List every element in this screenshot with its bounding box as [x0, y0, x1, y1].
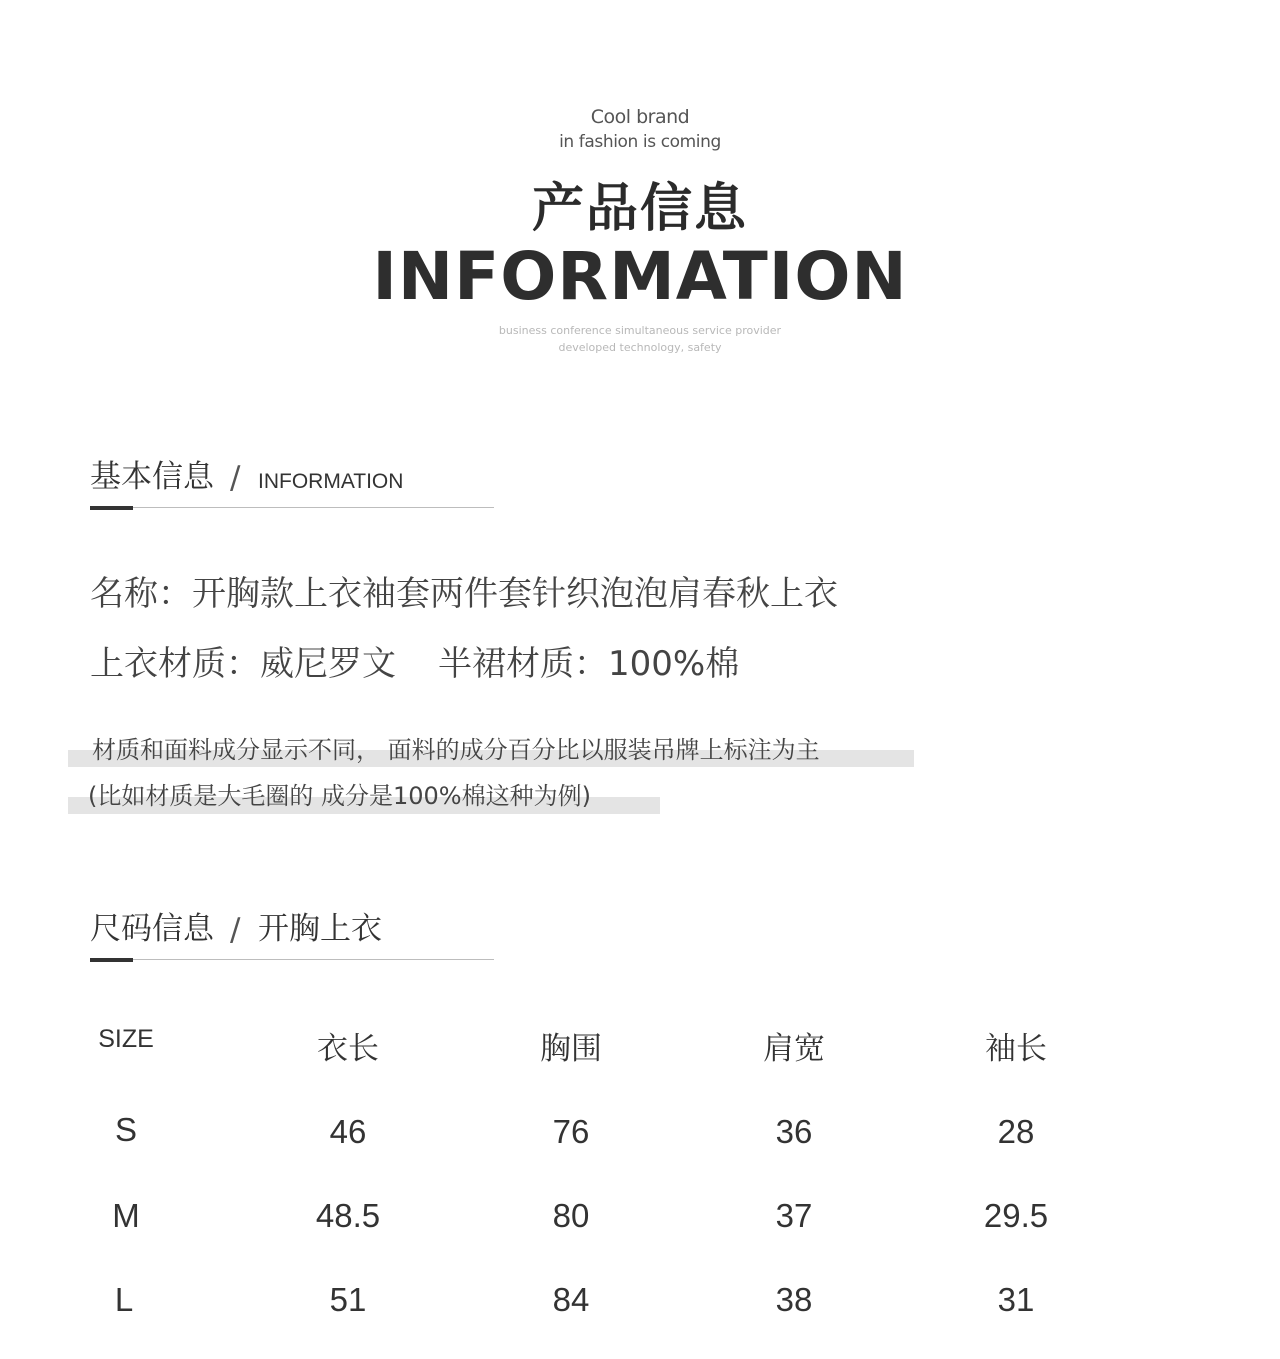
column-header-size: SIZE [98, 1025, 154, 1053]
table-cell: 37 [775, 1197, 813, 1234]
heading-divider [90, 959, 494, 960]
size-info-heading [90, 910, 494, 960]
heading-slash: / [230, 912, 241, 948]
column-header-bust: 胸围 [540, 1031, 602, 1067]
heading-accent-bar [90, 506, 133, 510]
page-title-en: INFORMATION [372, 238, 908, 315]
table-cell: 38 [775, 1281, 813, 1318]
table-cell: 51 [329, 1281, 367, 1318]
material-note-1: 材质和面料成分显示不同， 面料的成分百分比以服装吊牌上标注为主 [92, 736, 820, 764]
table-cell: 48.5 [315, 1197, 381, 1234]
size-info-heading-sub: 开胸上衣 [258, 911, 382, 947]
skirt-material: 半裙材质：100%棉 [438, 644, 740, 684]
table-cell: 76 [552, 1113, 590, 1150]
tagline-cool-brand: Cool brand [590, 106, 690, 128]
material-note-2: (比如材质是大毛圈的 成分是100%棉这种为例) [88, 782, 591, 810]
table-cell: 31 [997, 1281, 1035, 1318]
column-header-sleeve: 袖长 [985, 1031, 1047, 1067]
table-cell: 29.5 [983, 1197, 1049, 1234]
table-cell: 36 [775, 1113, 813, 1150]
table-cell: 46 [329, 1113, 367, 1150]
top-material: 上衣材质：威尼罗文 [90, 644, 396, 684]
table-cell: 80 [552, 1197, 590, 1234]
heading-divider [90, 507, 494, 508]
basic-info-heading-cn: 基本信息 [90, 459, 214, 495]
table-cell-size: S [114, 1111, 138, 1148]
heading-accent-bar [90, 958, 133, 962]
tagline-fashion: in fashion is coming [559, 132, 721, 152]
product-name-line: 名称：开胸款上衣袖套两件套针织泡泡肩春秋上衣 [90, 574, 838, 614]
table-cell: 28 [997, 1113, 1035, 1150]
basic-info-heading [90, 458, 494, 508]
table-cell: 84 [552, 1281, 590, 1318]
column-header-length: 衣长 [317, 1031, 379, 1067]
size-info-heading-cn: 尺码信息 [90, 911, 214, 947]
column-header-shoulder: 肩宽 [763, 1031, 825, 1067]
table-cell-size: L [114, 1281, 134, 1318]
page-title-cn: 产品信息 [531, 179, 748, 239]
material-line [90, 636, 739, 685]
heading-slash: / [230, 460, 241, 496]
table-cell-size: M [112, 1197, 140, 1234]
subtitle-line-2: developed technology, safety [558, 341, 722, 354]
subtitle-line-1: business conference simultaneous service provider [498, 324, 782, 337]
basic-info-heading-en: INFORMATION [258, 470, 404, 493]
